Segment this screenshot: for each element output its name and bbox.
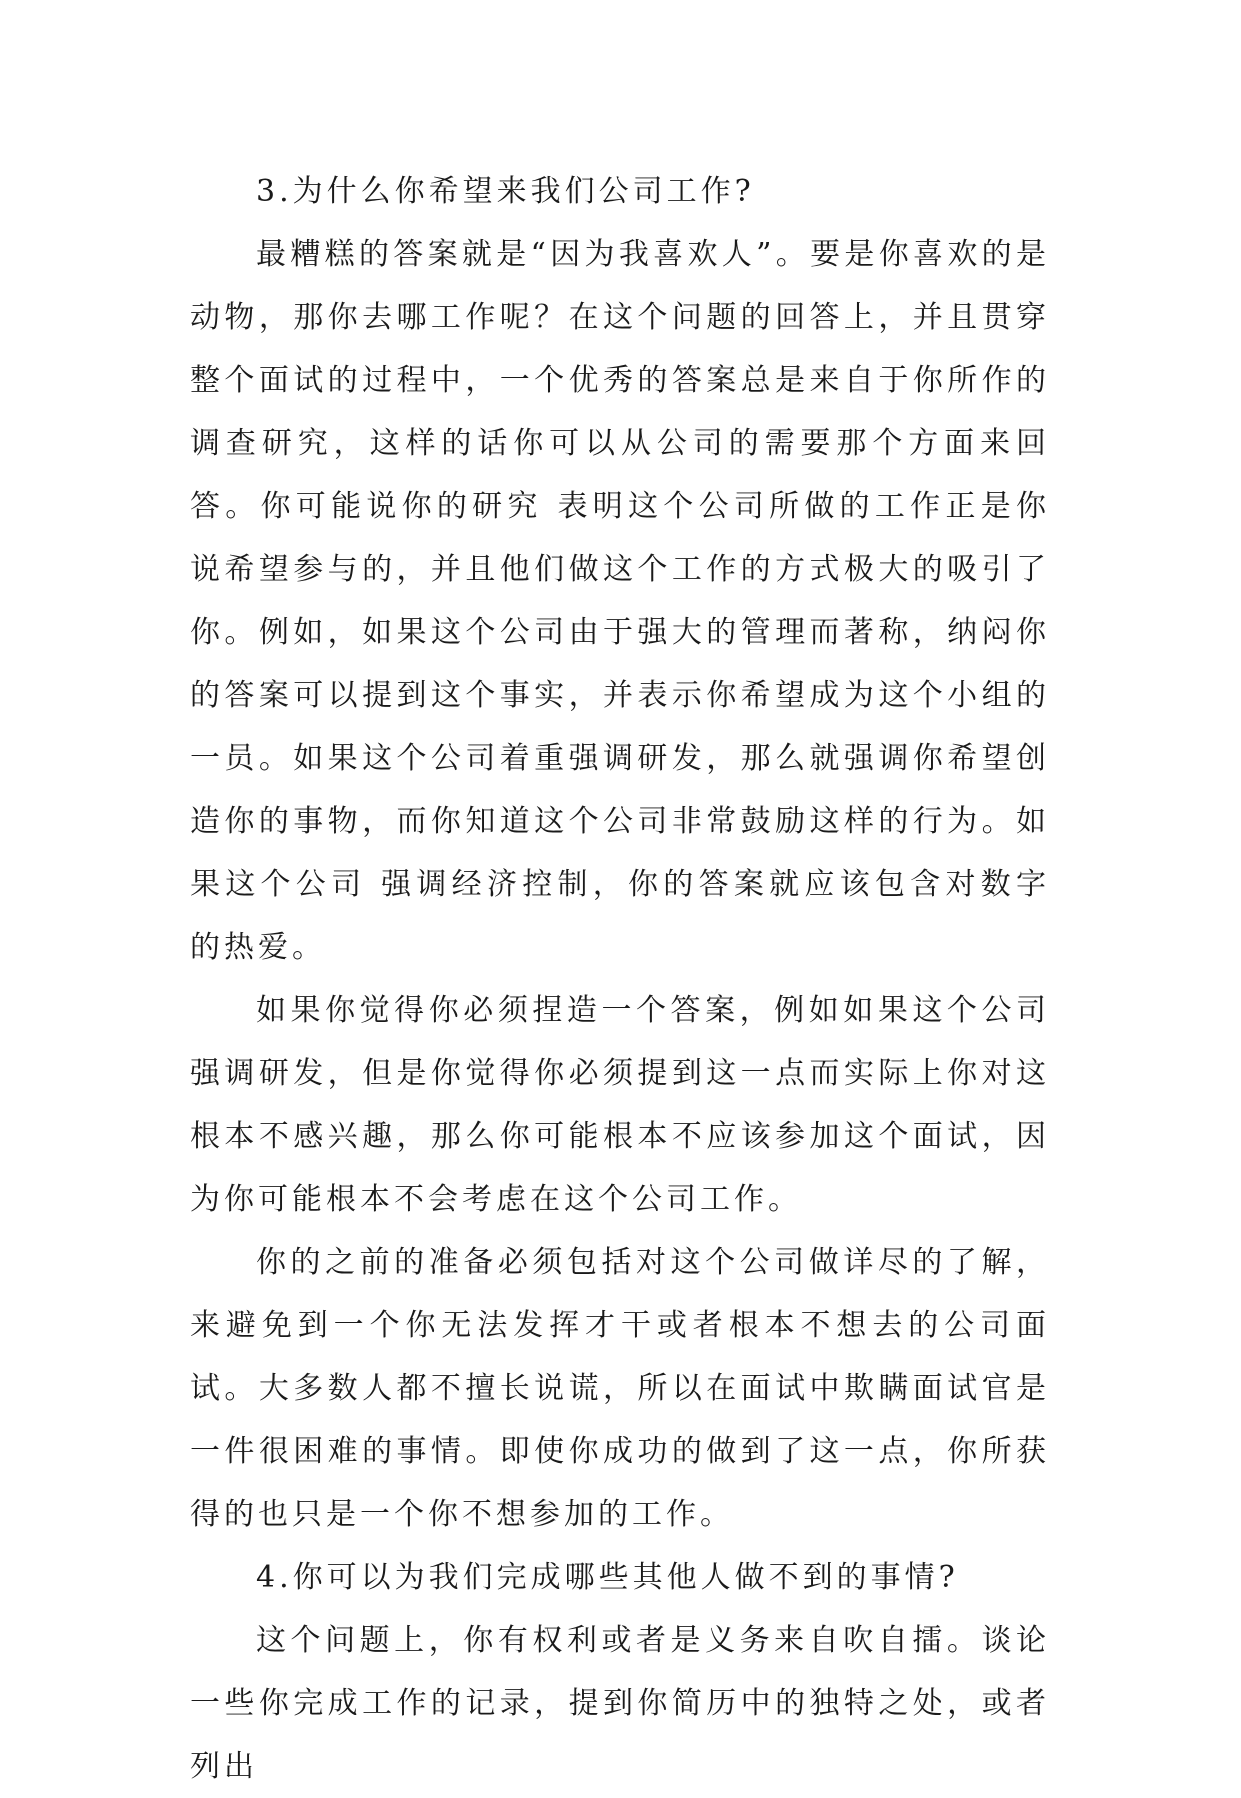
answer-paragraph-1: 最糟糕的答案就是“因为我喜欢人”。要是你喜欢的是动物，那你去哪工作呢？在这个问题的回答上，并且贯穿整个面试的过程中，一个优秀的答案总是来自于你所作的调查研究，这样的话你可以从公司的需要那个方面来回答。你可能说你的研究 表明这个公司所做的工作正是你说希望参与的，并且他们做这个工作的方式极大的吸引了你。例如，如果这个公司由于强大的管理而著称，纳闷你的答案可以提到这个事实，并表示你希望成为这个小组的一员。如果这个公司着重强调研发，那么就强调你希望创造你的事物，而你知道这个公司非常鼓励这样的行为。如果这个公司 强调经济控制，你的答案就应该包含对数字的热爱。 — [190, 237, 1050, 965]
answer-paragraph-4: 这个问题上，你有权利或者是义务来自吹自擂。谈论一些你完成工作的记录，提到你简历中的独特之处，或者列出 — [190, 1623, 1050, 1784]
answer-paragraph-2: 如果你觉得你必须捏造一个答案，例如如果这个公司强调研发，但是你觉得你必须提到这一点而实际上你对这根本不感兴趣，那么你可能根本不应该参加这个面试，因为你可能根本不会考虑在这个公司工作。 — [190, 993, 1050, 1217]
question-heading-4: 4.你可以为我们完成哪些其他人做不到的事情? — [256, 1560, 959, 1595]
question-heading-3: 3.为什么你希望来我们公司工作? — [256, 174, 755, 209]
answer-paragraph-3: 你的之前的准备必须包括对这个公司做详尽的了解，来避免到一个你无法发挥才干或者根本不想去的公司面试。大多数人都不擅长说谎，所以在面试中欺瞒面试官是一件很困难的事情。即使你成功的做到了这一点，你所获得的也只是一个你不想参加的工作。 — [190, 1245, 1050, 1532]
document-body — [190, 160, 1050, 1798]
